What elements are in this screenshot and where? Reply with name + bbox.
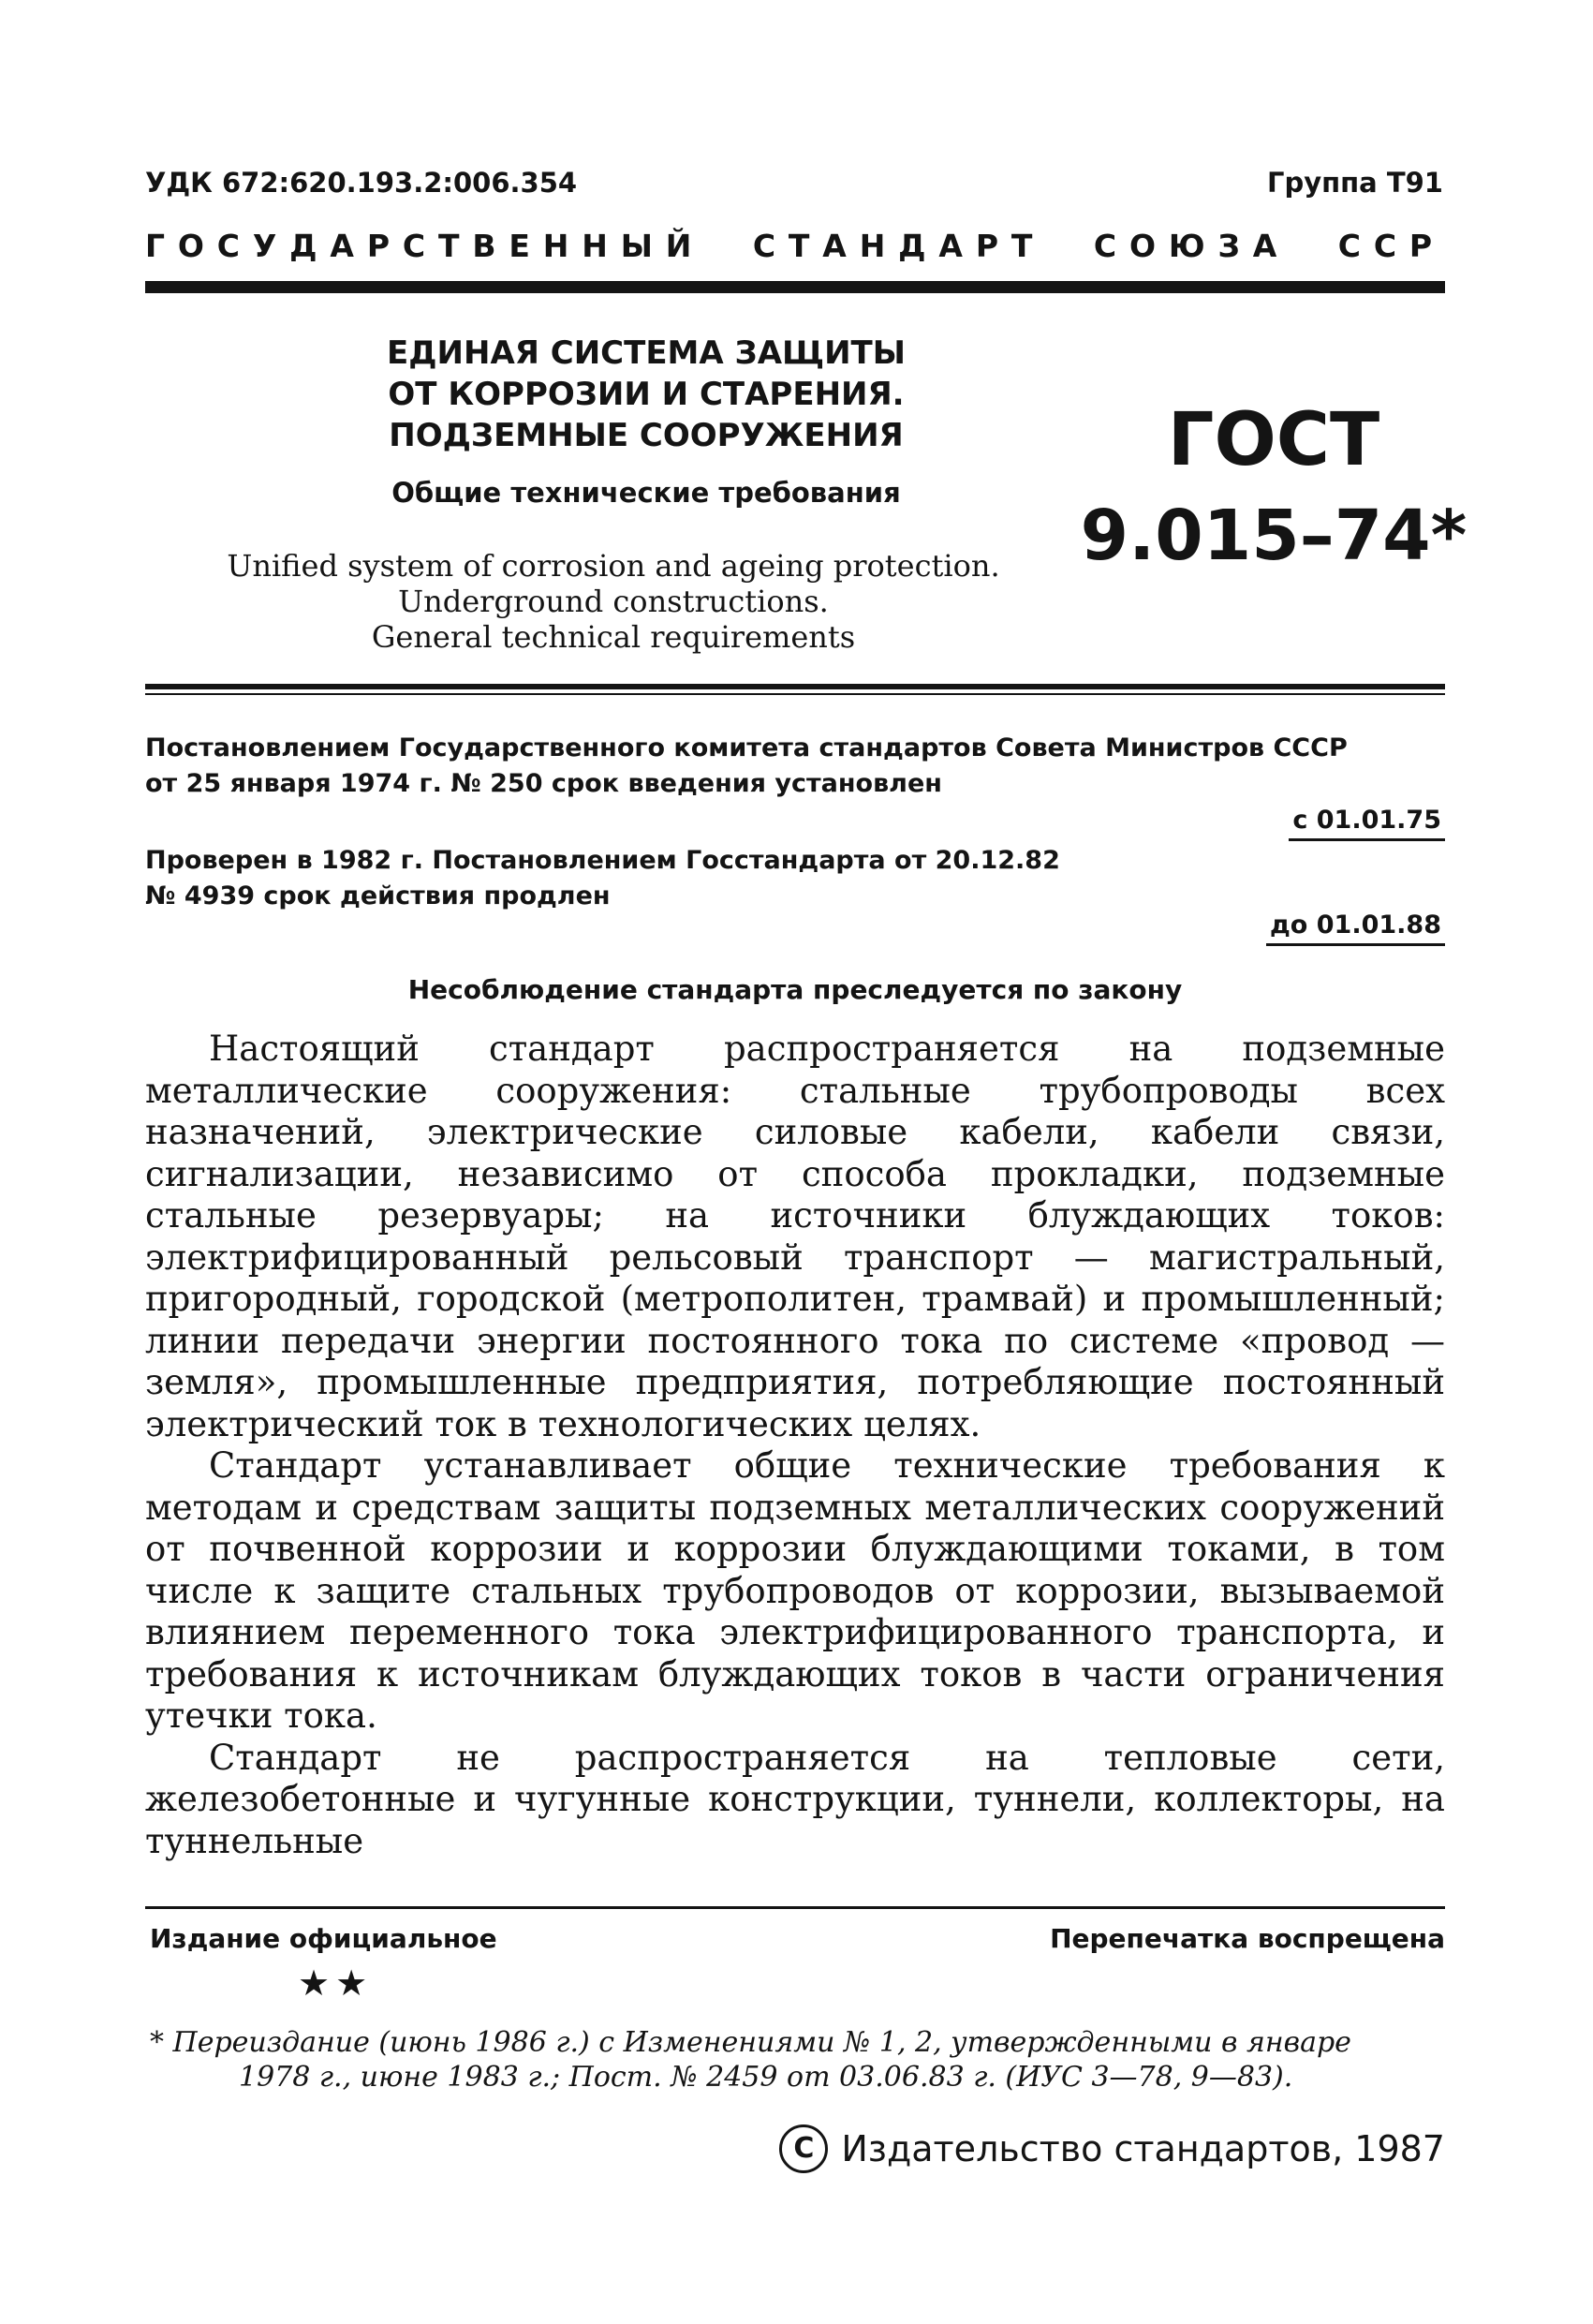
state-standard-word: ГОСУДАРСТВЕННЫЙ [145,228,705,264]
english-title-line-2: Underground constructions. [398,584,829,619]
english-title-line-1: Unified system of corrosion and ageing protection. [227,548,1000,584]
middle-rule-thick [145,684,1445,689]
gost-number: 9.015–74* [1080,496,1468,576]
title-block [300,333,993,509]
review-line-2: № 4939 срок действия продлен [145,881,611,910]
end-date: до 01.01.88 [1266,910,1445,946]
footnote-line-2: 1978 г., июне 1983 г.; Пост. № 2459 от 03.06.83 г. (ИУС 3—78, 9—83). [239,2061,1293,2094]
body-paragraph-3: Стандарт не распространяется на тепловые сети, железобетонные и чугунные конструкции, туннели, коллекторы, на туннельные [145,1737,1445,1861]
title-line-3: ПОДЗЕМНЫЕ СООРУЖЕНИЯ [389,417,904,454]
footnote-line-1: * Переиздание (июнь 1986 г.) с Изменениями № 1, 2, утвержденными в январе [150,2026,1351,2059]
middle-rule-thin [145,693,1445,695]
footnote [150,2025,1442,2095]
top-rule [145,281,1445,293]
state-standard-word: СОЮЗА [1093,228,1291,264]
start-date: с 01.01.75 [1289,806,1445,841]
udk-code: УДК 672:620.193.2:006.354 [145,167,578,199]
title-line-2: ОТ КОРРОЗИИ И СТАРЕНИЯ. [388,376,905,413]
stars-mark: ★★ [298,1962,374,2004]
edition-label: Издание официальное [150,1923,497,1954]
gost-label: ГОСТ [1167,398,1380,482]
english-title [145,548,1082,655]
review-text [145,843,1445,914]
body-text [145,1029,1445,1862]
state-standard-word: ССР [1337,228,1445,264]
body-paragraph-1: Настоящий стандарт распространяется на подземные металлические сооружения: стальные трубопроводы всех назначений, электрические силовые кабели, кабели связи, сигнализации, независимо от способа прокладки, подземные стальные резервуары; на источники блуждающих токов: электрифицированный рельсовый транспорт — магистральный, пригородный, городской (метрополитен, трамвай) и промышленный; линии передачи энергии постоянного тока по системе «провод — земля», промышленные предприятия, потребляющие постоянный электрический ток в технологических целях. [145,1029,1445,1444]
reprint-notice: Перепечатка воспрещена [1050,1923,1445,1954]
copyright-icon: C [779,2124,828,2173]
publisher-line [779,2124,1445,2173]
group-code: Группа Т91 [1266,167,1443,199]
bottom-rule [145,1906,1445,1909]
review-line-1: Проверен в 1982 г. Постановлением Госстандарта от 20.12.82 [145,846,1060,875]
subtitle: Общие технические требования [391,477,901,509]
body-paragraph-2: Стандарт устанавливает общие технические требования к методам и средствам защиты подземных металлических сооружений от почвенной коррозии и коррозии блуждающими токами, в том числе к защите стальных трубопроводов от коррозии, вызываемой влиянием переменного тока электрифицированного транспорта, и требования к источникам блуждающих токов в части ограничения утечки тока. [145,1445,1445,1736]
decree-text [145,731,1445,802]
decree-line-2: от 25 января 1974 г. № 250 срок введения установлен [145,769,942,798]
gost-designation [1077,398,1470,578]
decree-line-1: Постановлением Государственного комитета стандартов Совета Министров СССР [145,733,1348,762]
state-standard-word: СТАНДАРТ [752,228,1046,264]
english-title-line-3: General technical requirements [371,619,856,655]
state-standard-heading [145,228,1445,264]
title-line-1: ЕДИНАЯ СИСТЕМА ЗАЩИТЫ [387,334,906,372]
legal-warning: Несоблюдение стандарта преследуется по закону [407,974,1183,1005]
publisher-name: Издательство стандартов, 1987 [841,2128,1445,2169]
